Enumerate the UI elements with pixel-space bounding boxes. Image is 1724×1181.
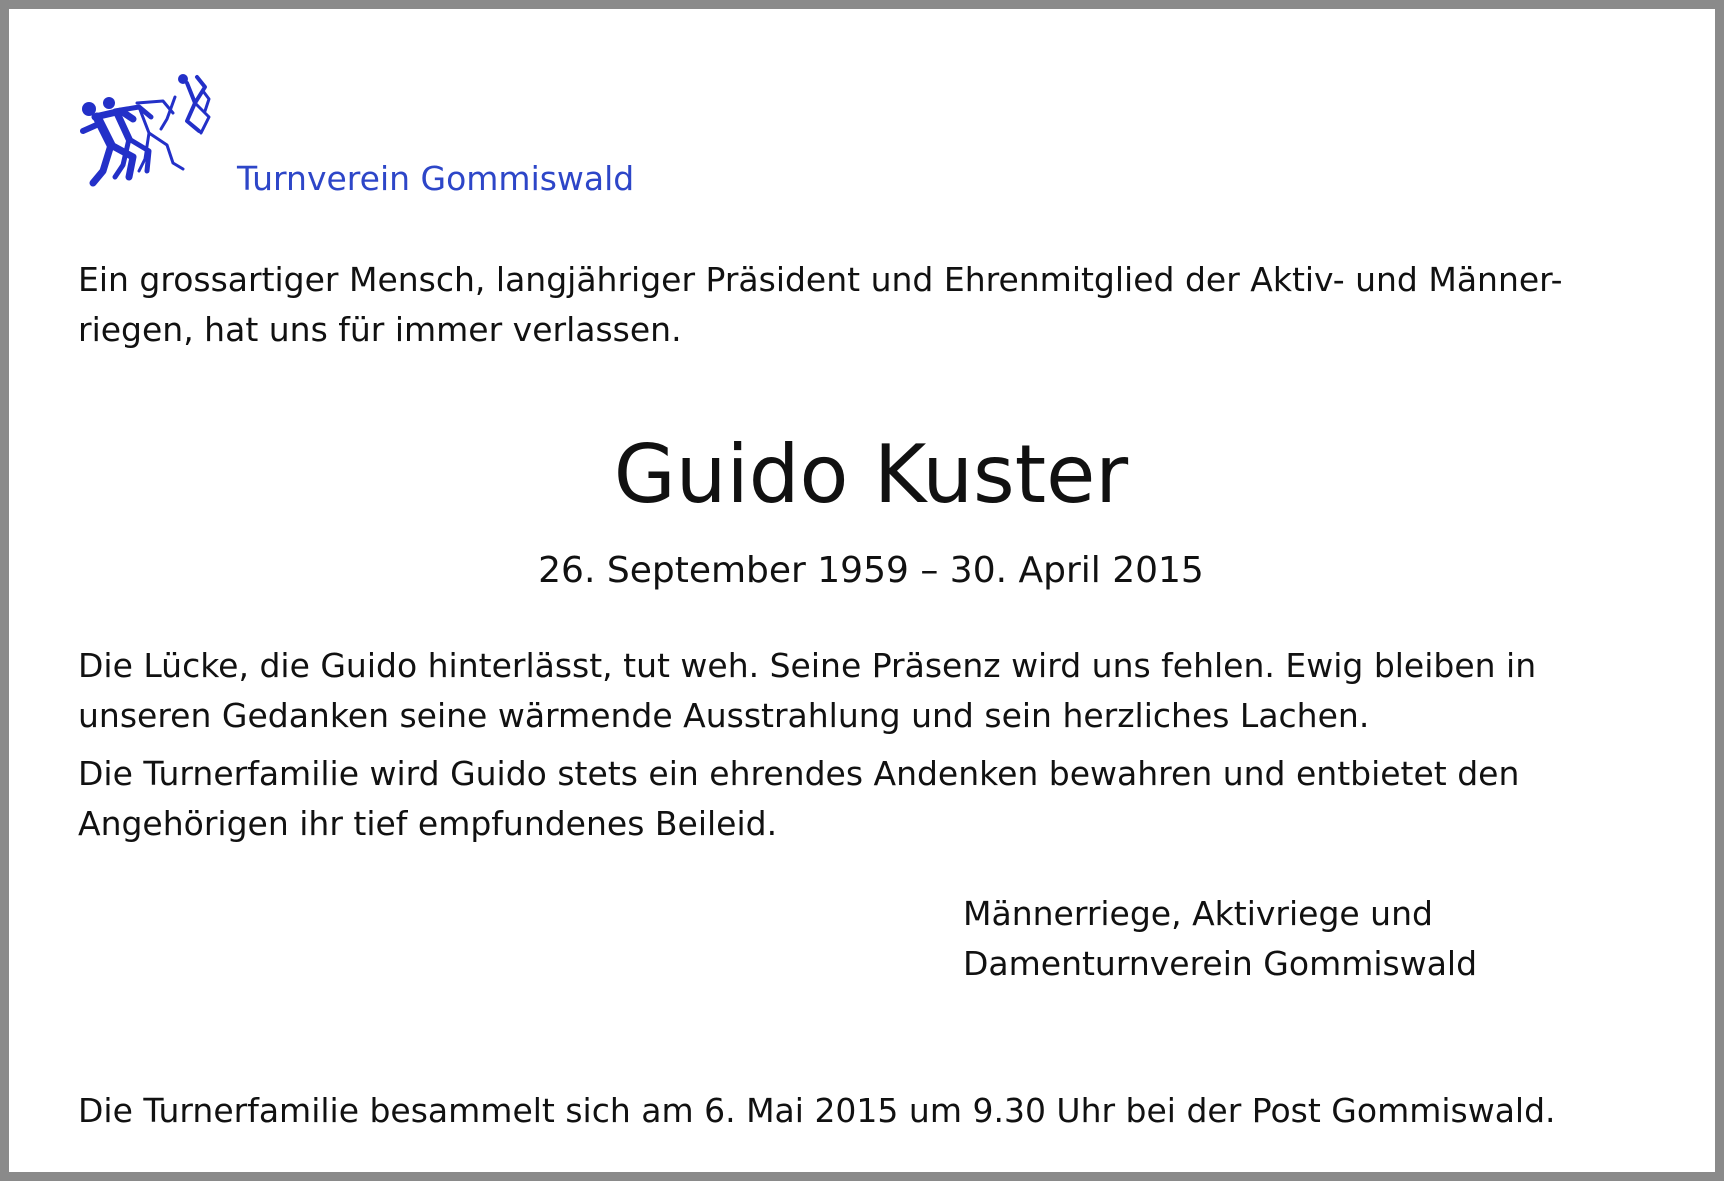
- signature-line-1: Männerriege, Aktivriege und: [963, 894, 1433, 933]
- signature: [963, 889, 1477, 989]
- paragraph-2-line-1: Die Turnerfamilie wird Guido stets ein ehrendes Andenken bewahren und entbietet den: [78, 754, 1520, 793]
- paragraph-2-line-2: Angehörigen ihr tief empfundenes Beileid.: [78, 804, 778, 843]
- club-name: Turnverein Gommiswald: [237, 159, 635, 198]
- signature-line-2: Damenturnverein Gommiswald: [963, 944, 1478, 983]
- gathering-notice: Die Turnerfamilie besammelt sich am 6. Mai 2015 um 9.30 Uhr bei der Post Gommiswald.: [78, 1091, 1556, 1130]
- intro-line-2: riegen, hat uns für immer verlassen.: [78, 310, 682, 349]
- intro-text: [78, 255, 1563, 355]
- club-logo: [75, 73, 675, 203]
- body-paragraph-1: [78, 641, 1536, 741]
- body-paragraph-2: [78, 749, 1519, 849]
- deceased-name: Guido Kuster: [613, 428, 1129, 521]
- intro-line-1: Ein grossartiger Mensch, langjähriger Präsident und Ehrenmitglied der Aktiv- und Männer-: [78, 260, 1563, 299]
- runners-icon: [75, 73, 235, 199]
- paragraph-1-line-1: Die Lücke, die Guido hinterlässt, tut weh. Seine Präsenz wird uns fehlen. Ewig bleiben in: [78, 646, 1537, 685]
- paragraph-1-line-2: unseren Gedanken seine wärmende Ausstrahlung und sein herzliches Lachen.: [78, 696, 1370, 735]
- life-dates: 26. September 1959 – 30. April 2015: [538, 550, 1204, 591]
